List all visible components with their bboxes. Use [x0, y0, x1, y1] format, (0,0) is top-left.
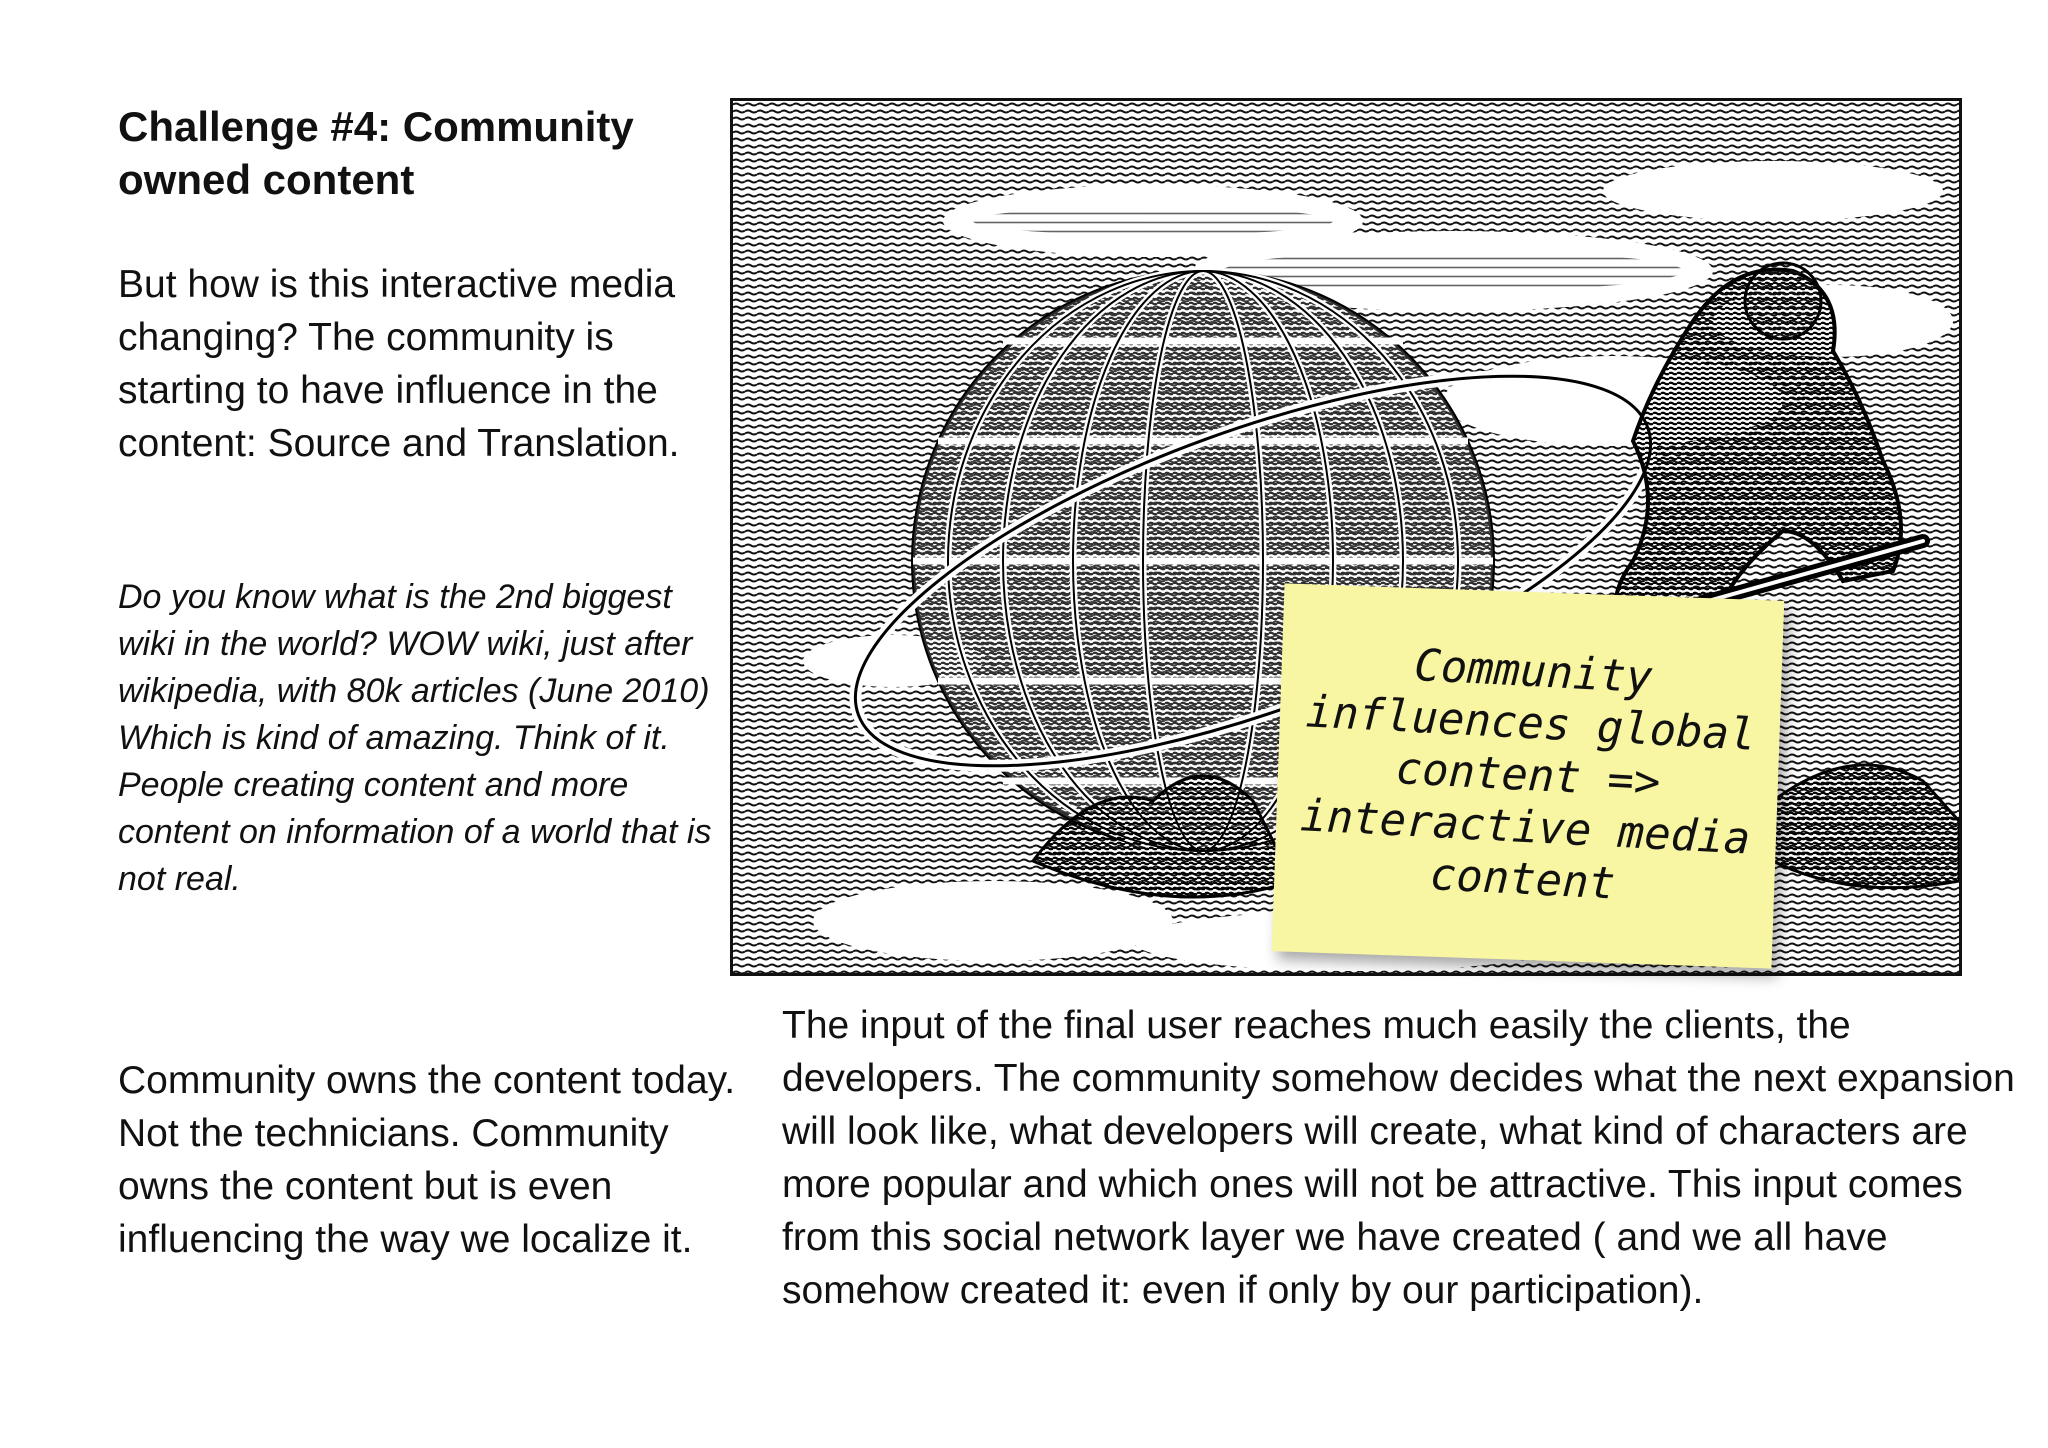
wow-wiki-note: Do you know what is the 2nd biggest wiki in the world? WOW wiki, just after wikipedia, with 80k articles (June 2010) Which is kind of amazing. Think of it. People creating content and more content on information of a world that is not real. — [118, 578, 712, 898]
user-input-paragraph: The input of the final user reaches much easily the clients, the developers. The community somehow decides what the next expansion will look like, what developers will create, what kind of characters are more popular and which ones will not be attractive. This input comes from this social network layer we have created ( and we all have somehow created it: even if only by our participation). — [782, 1004, 2015, 1312]
sticky-note-text: Community influences global content => interactive media content — [1299, 639, 1757, 910]
community-owns-paragraph: Community owns the content today. Not the technicians. Community owns the content but is even influencing the way we localize it. — [118, 1059, 736, 1261]
slide-title: Challenge #4: Community owned content — [118, 103, 634, 203]
intro-paragraph: But how is this interactive media changing? The community is starting to have influence in the content: Source and Translation. — [118, 263, 680, 465]
sticky-note — [1272, 583, 1785, 968]
